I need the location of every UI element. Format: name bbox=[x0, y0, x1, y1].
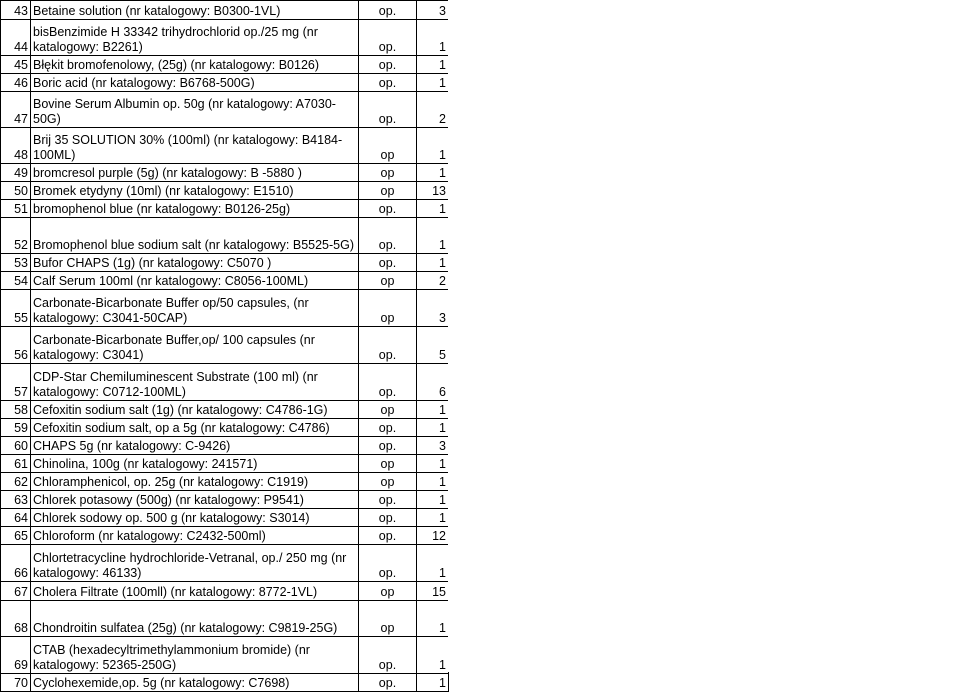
item-quantity: 1 bbox=[417, 164, 449, 182]
row-number: 43 bbox=[1, 1, 31, 20]
row-number: 63 bbox=[1, 491, 31, 509]
table-row bbox=[1, 254, 449, 272]
row-number: 61 bbox=[1, 455, 31, 473]
item-description: Chondroitin sulfatea (25g) (nr katalogowy: C9819-25G) bbox=[31, 601, 359, 637]
item-description: Boric acid (nr katalogowy: B6768-500G) bbox=[31, 74, 359, 92]
item-unit: op. bbox=[359, 92, 417, 128]
item-unit: op. bbox=[359, 419, 417, 437]
row-number: 66 bbox=[1, 545, 31, 582]
item-unit: op. bbox=[359, 437, 417, 455]
item-quantity: 1 bbox=[417, 509, 449, 527]
row-number: 51 bbox=[1, 200, 31, 218]
item-unit: op. bbox=[359, 674, 417, 692]
row-number: 50 bbox=[1, 182, 31, 200]
item-description: Brij 35 SOLUTION 30% (100ml) (nr katalogowy: B4184-100ML) bbox=[31, 128, 359, 164]
item-unit: op bbox=[359, 401, 417, 419]
item-quantity: 2 bbox=[417, 272, 449, 290]
item-quantity: 1 bbox=[417, 491, 449, 509]
item-description: Chlorek sodowy op. 500 g (nr katalogowy: S3014) bbox=[31, 509, 359, 527]
table-row bbox=[1, 327, 449, 364]
row-number: 67 bbox=[1, 582, 31, 601]
item-quantity: 1 bbox=[417, 401, 449, 419]
table-row bbox=[1, 455, 449, 473]
row-number: 62 bbox=[1, 473, 31, 491]
row-number: 48 bbox=[1, 128, 31, 164]
item-quantity: 1 bbox=[417, 419, 449, 437]
table-row bbox=[1, 437, 449, 455]
table-row bbox=[1, 128, 449, 164]
table-row bbox=[1, 401, 449, 419]
item-description: bisBenzimide H 33342 trihydrochlorid op./25 mg (nr katalogowy: B2261) bbox=[31, 20, 359, 56]
table-row bbox=[1, 473, 449, 491]
item-description: Calf Serum 100ml (nr katalogowy: C8056-100ML) bbox=[31, 272, 359, 290]
item-quantity: 13 bbox=[417, 182, 449, 200]
row-number: 68 bbox=[1, 601, 31, 637]
blank-area bbox=[448, 0, 960, 672]
row-number: 59 bbox=[1, 419, 31, 437]
table-row bbox=[1, 419, 449, 437]
item-unit: op. bbox=[359, 200, 417, 218]
table-row bbox=[1, 582, 449, 601]
item-unit: op bbox=[359, 272, 417, 290]
table-row bbox=[1, 272, 449, 290]
items-table bbox=[0, 0, 449, 692]
item-description: Cholera Filtrate (100mll) (nr katalogowy: 8772-1VL) bbox=[31, 582, 359, 601]
item-description: Carbonate-Bicarbonate Buffer,op/ 100 capsules (nr katalogowy: C3041) bbox=[31, 327, 359, 364]
item-quantity: 1 bbox=[417, 674, 449, 692]
item-description: CDP-Star Chemiluminescent Substrate (100 ml) (nr katalogowy: C0712-100ML) bbox=[31, 364, 359, 401]
item-description: Błękit bromofenolowy, (25g) (nr katalogowy: B0126) bbox=[31, 56, 359, 74]
item-unit: op. bbox=[359, 509, 417, 527]
item-quantity: 1 bbox=[417, 637, 449, 674]
item-description: bromcresol purple (5g) (nr katalogowy: B -5880 ) bbox=[31, 164, 359, 182]
item-description: bromophenol blue (nr katalogowy: B0126-25g) bbox=[31, 200, 359, 218]
item-unit: op. bbox=[359, 74, 417, 92]
item-quantity: 12 bbox=[417, 527, 449, 545]
item-unit: op bbox=[359, 128, 417, 164]
row-number: 53 bbox=[1, 254, 31, 272]
item-description: Chloramphenicol, op. 25g (nr katalogowy: C1919) bbox=[31, 473, 359, 491]
table-row bbox=[1, 182, 449, 200]
item-description: Cefoxitin sodium salt, op a 5g (nr katalogowy: C4786) bbox=[31, 419, 359, 437]
row-number: 56 bbox=[1, 327, 31, 364]
item-quantity: 1 bbox=[417, 200, 449, 218]
table-row bbox=[1, 290, 449, 327]
item-unit: op bbox=[359, 455, 417, 473]
item-quantity: 1 bbox=[417, 455, 449, 473]
item-description: Chloroform (nr katalogowy: C2432-500ml) bbox=[31, 527, 359, 545]
item-unit: op. bbox=[359, 218, 417, 254]
row-number: 44 bbox=[1, 20, 31, 56]
item-description: Bufor CHAPS (1g) (nr katalogowy: C5070 ) bbox=[31, 254, 359, 272]
item-quantity: 3 bbox=[417, 290, 449, 327]
item-description: Carbonate-Bicarbonate Buffer op/50 capsules, (nr katalogowy: C3041-50CAP) bbox=[31, 290, 359, 327]
item-quantity: 1 bbox=[417, 601, 449, 637]
item-quantity: 5 bbox=[417, 327, 449, 364]
item-quantity: 1 bbox=[417, 218, 449, 254]
item-quantity: 3 bbox=[417, 437, 449, 455]
item-description: Bovine Serum Albumin op. 50g (nr katalogowy: A7030-50G) bbox=[31, 92, 359, 128]
item-description: CTAB (hexadecyltrimethylammonium bromide) (nr katalogowy: 52365-250G) bbox=[31, 637, 359, 674]
table-row bbox=[1, 637, 449, 674]
item-quantity: 2 bbox=[417, 92, 449, 128]
row-number: 49 bbox=[1, 164, 31, 182]
row-number: 65 bbox=[1, 527, 31, 545]
item-description: Bromek etydyny (10ml) (nr katalogowy: E1510) bbox=[31, 182, 359, 200]
item-unit: op. bbox=[359, 637, 417, 674]
item-description: Chinolina, 100g (nr katalogowy: 241571) bbox=[31, 455, 359, 473]
item-description: Bromophenol blue sodium salt (nr katalogowy: B5525-5G) bbox=[31, 218, 359, 254]
table-row bbox=[1, 1, 449, 20]
table-row bbox=[1, 200, 449, 218]
item-quantity: 3 bbox=[417, 1, 449, 20]
table-row bbox=[1, 364, 449, 401]
table-row bbox=[1, 20, 449, 56]
item-unit: op. bbox=[359, 364, 417, 401]
table-row bbox=[1, 218, 449, 254]
table-row bbox=[1, 545, 449, 582]
table-row bbox=[1, 674, 449, 692]
table-row bbox=[1, 601, 449, 637]
item-description: Cyclohexemide,op. 5g (nr katalogowy: C7698) bbox=[31, 674, 359, 692]
item-quantity: 1 bbox=[417, 74, 449, 92]
row-number: 47 bbox=[1, 92, 31, 128]
item-unit: op. bbox=[359, 56, 417, 74]
item-unit: op bbox=[359, 582, 417, 601]
item-unit: op. bbox=[359, 545, 417, 582]
item-quantity: 6 bbox=[417, 364, 449, 401]
item-description: Chlortetracycline hydrochloride-Vetranal, op./ 250 mg (nr katalogowy: 46133) bbox=[31, 545, 359, 582]
row-number: 69 bbox=[1, 637, 31, 674]
table-row bbox=[1, 509, 449, 527]
row-number: 70 bbox=[1, 674, 31, 692]
table-row bbox=[1, 74, 449, 92]
item-unit: op bbox=[359, 164, 417, 182]
item-unit: op. bbox=[359, 527, 417, 545]
item-description: Cefoxitin sodium salt (1g) (nr katalogowy: C4786-1G) bbox=[31, 401, 359, 419]
row-number: 55 bbox=[1, 290, 31, 327]
item-quantity: 15 bbox=[417, 582, 449, 601]
item-unit: op. bbox=[359, 20, 417, 56]
item-quantity: 1 bbox=[417, 20, 449, 56]
row-number: 52 bbox=[1, 218, 31, 254]
table-row bbox=[1, 164, 449, 182]
item-description: CHAPS 5g (nr katalogowy: C-9426) bbox=[31, 437, 359, 455]
item-unit: op. bbox=[359, 491, 417, 509]
items-table-body bbox=[1, 1, 449, 692]
item-description: Betaine solution (nr katalogowy: B0300-1VL) bbox=[31, 1, 359, 20]
item-unit: op bbox=[359, 601, 417, 637]
item-unit: op. bbox=[359, 327, 417, 364]
item-quantity: 1 bbox=[417, 254, 449, 272]
row-number: 54 bbox=[1, 272, 31, 290]
row-number: 58 bbox=[1, 401, 31, 419]
row-number: 46 bbox=[1, 74, 31, 92]
item-unit: op bbox=[359, 182, 417, 200]
row-number: 60 bbox=[1, 437, 31, 455]
row-number: 57 bbox=[1, 364, 31, 401]
table-row bbox=[1, 56, 449, 74]
table-row bbox=[1, 92, 449, 128]
table-row bbox=[1, 527, 449, 545]
item-unit: op. bbox=[359, 254, 417, 272]
item-description: Chlorek potasowy (500g) (nr katalogowy: P9541) bbox=[31, 491, 359, 509]
item-quantity: 1 bbox=[417, 128, 449, 164]
item-unit: op. bbox=[359, 1, 417, 20]
item-quantity: 1 bbox=[417, 473, 449, 491]
item-unit: op bbox=[359, 290, 417, 327]
item-unit: op bbox=[359, 473, 417, 491]
row-number: 45 bbox=[1, 56, 31, 74]
item-quantity: 1 bbox=[417, 545, 449, 582]
table-row bbox=[1, 491, 449, 509]
row-number: 64 bbox=[1, 509, 31, 527]
item-quantity: 1 bbox=[417, 56, 449, 74]
